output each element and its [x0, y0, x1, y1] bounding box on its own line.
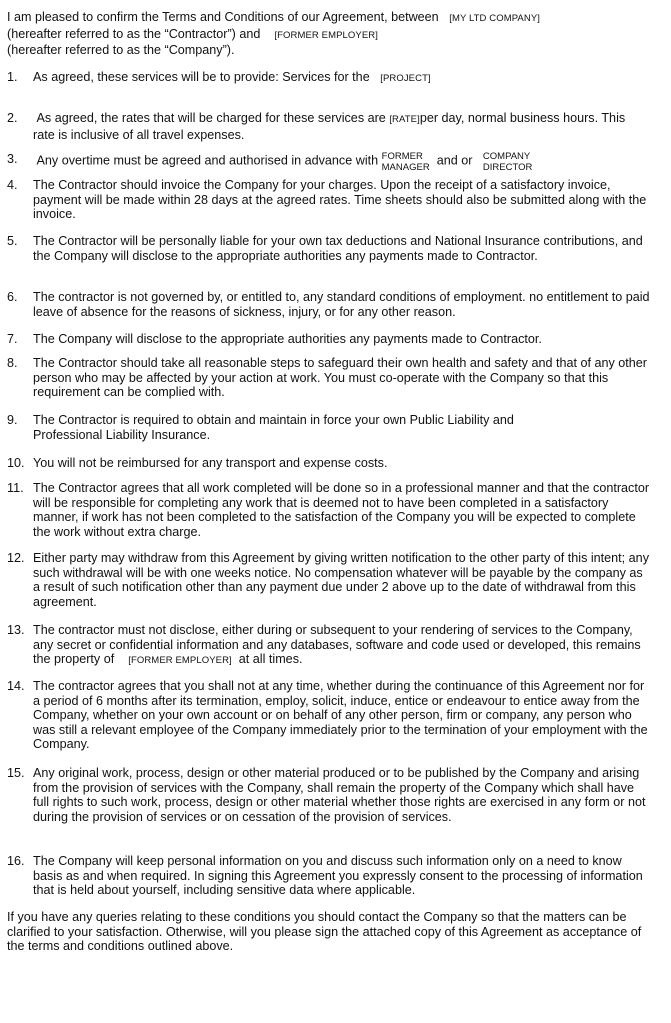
- clause-text: The contractor agrees that you shall not at any time, whether during the continuance of this Agreement nor for a period of 6 months after its termination, employ, solicit, induce, entice or endeavour to entice away from the Company, whether on your own account or on behalf of any other person, firm or company, any person who was still a relevant employee of the Company immediately prior to the termination of your employment with the Company.: [33, 679, 648, 752]
- clause-text: Any original work, process, design or other material produced or to be published by the Company and arising from the provision of services with the Company, shall remain the property of the Company which shall have full rights to such work, process, design or other material whether those rights are exercised in any form or not during the provision of services or on cessation of the provision of services.: [33, 766, 646, 824]
- employer-placeholder: [FORMER EMPLOYER]: [128, 655, 232, 667]
- closing-paragraph: If you have any queries relating to these conditions you should contact the Company so that the matters can be clarified to your satisfaction. Otherwise, will you please sign the attached copy of this Agreement as acceptance of the terms and conditions outlined above.: [7, 910, 642, 954]
- clause-text: You will not be reimbursed for any transport and expense costs.: [33, 456, 388, 470]
- manager-line-1: FORMER: [381, 151, 423, 162]
- clause-text: The Contractor should take all reasonable steps to safeguard their own health and safety and that of any other person who may be affected by your action at work. You must co-operate with the Company so that this requirement can be complied with.: [33, 356, 647, 400]
- clause-text: The Contractor should invoice the Company for your charges. Upon the receipt of a satisfactory invoice, payment will be made within 28 days at the agreed rates. Time sheets should also be submitted along with the invoice.: [33, 178, 647, 222]
- rate-placeholder: [RATE]: [389, 114, 420, 125]
- clause-number: 15.: [7, 766, 25, 780]
- clause-text: [33, 111, 633, 142]
- clause-text: [33, 70, 653, 87]
- intro-line-1: [7, 10, 657, 27]
- clause-number: 11.: [7, 481, 24, 495]
- intro-paragraph: [7, 10, 657, 58]
- clause-2-text-before: As agreed, the rates that will be charged for these services are: [36, 111, 386, 125]
- clause-number: 1.: [7, 70, 18, 84]
- clause-number: 5.: [7, 234, 18, 248]
- clause-text: The contractor is not governed by, or entitled to, any standard conditions of employment. no entitlement to paid leave of absence for the reasons of sickness, injury, or for any other reason.: [33, 290, 650, 319]
- clause-3-conj: and or: [436, 153, 473, 168]
- clause-text: The Contractor is required to obtain and maintain in force your own Public Liability and Professional Liability Insurance.: [33, 413, 514, 442]
- clause-text: [33, 152, 653, 173]
- manager-placeholder: [382, 152, 430, 173]
- clause-number: 9.: [7, 413, 18, 427]
- intro-text-2: (hereafter referred to as the “Contractor”) and: [7, 26, 261, 41]
- clause-13-text-after: at all times.: [238, 652, 303, 667]
- clause-number: 7.: [7, 332, 18, 346]
- clause-number: 16.: [7, 854, 25, 868]
- clause-text: Either party may withdraw from this Agreement by giving written notification to the other party of this intent; any such withdrawal will be with one weeks notice. No compensation whatever will be payable by the company as a result of such notification other than any payment due under 2 above up to the date of withdrawal from this agreement.: [33, 551, 649, 609]
- clause-number: 3.: [7, 152, 18, 166]
- clause-number: 13.: [7, 623, 25, 637]
- clause-13-text-before: The contractor must not disclose, either during or subsequent to your rendering of services to the Company, any secret or confidential information and any databases, software and code used or developed, this remains the property of: [33, 623, 641, 667]
- company-placeholder: [MY LTD COMPANY]: [449, 13, 541, 24]
- director-placeholder: [483, 152, 532, 173]
- clause-number: 10.: [7, 456, 25, 470]
- intro-line-2: [7, 27, 657, 44]
- employer-placeholder: [FORMER EMPLOYER]: [274, 29, 378, 41]
- project-placeholder: [PROJECT]: [380, 73, 431, 84]
- clause-text: The Contractor agrees that all work completed will be done so in a professional manner and that the contractor will be responsible for completing any work that is deemed not to have been completed in a satisfactory manner, if work has not been completed to the satisfaction of the Company you will be expected to complete the work without extra charge.: [33, 481, 650, 539]
- intro-text-1: I am pleased to confirm the Terms and Conditions of our Agreement, between: [7, 10, 439, 24]
- clause-number: 8.: [7, 356, 18, 370]
- clause-number: 14.: [7, 679, 25, 693]
- clause-3-text: Any overtime must be agreed and authorised in advance with: [36, 153, 379, 168]
- clause-text: The Company will disclose to the appropriate authorities any payments made to Contractor.: [33, 332, 542, 346]
- clause-text: The Company will keep personal information on you and discuss such information only on a need to know basis as and when required. In signing this Agreement you expressly consent to the processing of information that is held about yourself, including sensitive data where applicable.: [33, 854, 643, 898]
- clause-2-text-after: per day, normal business hours. This rate is inclusive of all travel expenses.: [33, 111, 626, 142]
- clause-1-text: As agreed, these services will be to provide: Services for the: [33, 70, 370, 84]
- clause-text: The Contractor will be personally liable for your own tax deductions and National Insurance contributions, and the Company will disclose to the appropriate authorities any payments made to Contractor.: [33, 234, 643, 263]
- clause-number: 4.: [7, 178, 18, 192]
- clause-number: 6.: [7, 290, 18, 304]
- director-line-1: COMPANY: [482, 151, 531, 162]
- clause-number: 12.: [7, 551, 25, 565]
- clause-number: 2.: [7, 111, 18, 125]
- manager-line-2: MANAGER: [381, 161, 430, 173]
- director-line-2: DIRECTOR: [482, 161, 533, 173]
- intro-line-3: (hereafter referred to as the “Company”).: [7, 43, 235, 58]
- clause-text: [33, 623, 653, 669]
